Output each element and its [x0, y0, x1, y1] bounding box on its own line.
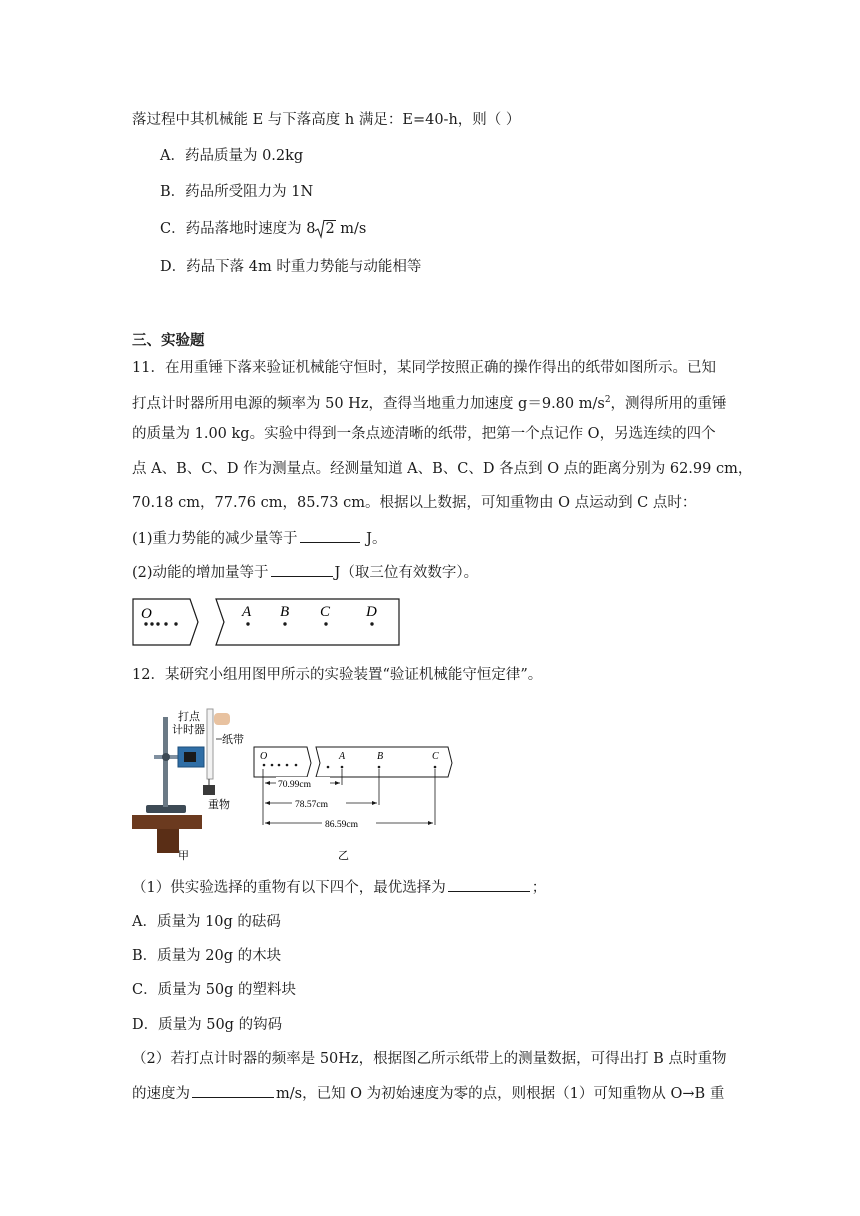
q12-sub1	[132, 877, 546, 898]
label-timer-2: 计时器	[172, 723, 205, 736]
table-top	[132, 815, 202, 829]
yi-dot	[271, 764, 274, 767]
q11-sub2-text: (2)动能的增加量等于	[132, 565, 269, 581]
tape-dot	[150, 622, 153, 625]
q11-line4: 点 A、B、C、D 作为测量点。经测量知道 A、B、C、D 各点到 O 点的距离分别为 62.99 cm，	[132, 461, 753, 477]
yi-label-a: A	[339, 751, 346, 762]
answer-blank-3[interactable]	[448, 877, 530, 892]
yi-dot	[278, 764, 281, 767]
tape-dot	[164, 622, 167, 625]
stand-rod	[163, 717, 168, 807]
q10-stem: 落过程中其机械能 E 与下落高度 h 满足：E=40-h，则（ ）	[132, 112, 521, 128]
q10-option-c-unit: m/s	[340, 221, 367, 237]
q11-sub1-unit: J。	[361, 531, 387, 547]
q11-line1: 11．在用重锤下落来验证机械能守恒时，某同学按照正确的操作得出的纸带如图所示。已知	[132, 360, 716, 376]
q10-option-c-text: C．药品落地时速度为 8	[160, 221, 316, 237]
answer-blank-1[interactable]	[300, 528, 360, 543]
table-leg	[157, 829, 179, 853]
label-jia: 甲	[178, 849, 189, 862]
q12-option-c[interactable]: C．质量为 50g 的塑料块	[132, 982, 297, 998]
dim-label-c: 86.59cm	[325, 820, 358, 830]
label-yi: 乙	[338, 849, 349, 862]
q11-line2-text: 打点计时器所用电源的频率为 50 Hz，查得当地重力加速度 g＝9.80 m/s	[132, 395, 605, 412]
q12-option-b[interactable]: B．质量为 20g 的木块	[132, 948, 282, 964]
q12-option-d[interactable]: D．质量为 50g 的钩码	[132, 1017, 283, 1033]
q10-option-d[interactable]: D．药品下落 4m 时重力势能与动能相等	[160, 259, 422, 275]
yi-label-b: B	[377, 751, 384, 762]
dim-label-b: 78.57cm	[295, 800, 328, 810]
yi-label-c: C	[432, 751, 439, 762]
q11-line5: 70.18 cm，77.76 cm，85.73 cm。根据以上数据，可知重物由 O 点运动到 C 点时：	[132, 495, 697, 511]
timer-panel	[184, 752, 196, 762]
label-timer-1: 打点	[178, 710, 200, 723]
apparatus-jia	[132, 709, 244, 862]
yi-dot-a	[341, 766, 344, 769]
tape-diagram-yi	[254, 747, 452, 862]
dim-label-a: 70.99cm	[278, 780, 311, 790]
answer-blank-4[interactable]	[192, 1083, 274, 1098]
q11-sub2-unit: J（取三位有效数字）。	[334, 565, 479, 581]
paper-tape-vertical	[207, 709, 213, 779]
q10-option-b[interactable]: B．药品所受阻力为 1N	[160, 184, 314, 200]
yi-dot	[327, 766, 330, 769]
label-weight: 重物	[208, 798, 230, 811]
q12-sub2-line1: （2）若打点计时器的频率是 50Hz，根据图乙所示纸带上的测量数据，可得出打 B 点时重物	[132, 1051, 727, 1067]
sqrt-symbol	[315, 219, 335, 239]
tape-label-b: B	[280, 604, 290, 620]
yi-label-o: O	[260, 751, 268, 762]
tape-label-d: D	[366, 604, 377, 620]
tape-label-a: A	[242, 604, 252, 620]
tape-dot	[174, 622, 177, 625]
q12-sub1-text: （1）供实验选择的重物有以下四个，最优选择为	[132, 880, 446, 896]
tape-label-c: C	[320, 604, 331, 620]
section-title: 三、实验题	[132, 333, 205, 349]
q11-line2	[132, 390, 727, 414]
yi-dot	[286, 764, 289, 767]
q12-sub2-text-end: m/s，已知 O 为初始速度为零的点，则根据（1）可知重物从 O→B 重	[276, 1086, 725, 1102]
q11-line3: 的质量为 1.00 kg。实验中得到一条点迹清晰的纸带，把第一个点记作 O，另选连续的四个	[132, 426, 716, 442]
q11-tape-figure	[132, 598, 402, 646]
q12-sub2-text: 的速度为	[132, 1086, 190, 1102]
tape-label-o: O	[141, 606, 152, 622]
yi-dot-c	[434, 766, 437, 769]
tape-dot-d	[370, 622, 373, 625]
tape-dot-c	[324, 622, 327, 625]
weight-block	[203, 785, 215, 795]
superscript: 2	[604, 395, 611, 405]
q11-sub2	[132, 562, 478, 583]
hand	[214, 713, 230, 725]
tape-dot-b	[283, 622, 286, 625]
yi-dot	[263, 764, 266, 767]
sqrt-radicand: 2	[325, 221, 335, 237]
yi-dot-b	[378, 766, 381, 769]
q11-line2-text-end: ，测得所用的重锤	[610, 395, 727, 412]
q10-option-c[interactable]	[160, 219, 366, 239]
tape-dot	[156, 622, 159, 625]
q11-sub1	[132, 528, 386, 549]
q12-sub1-end: ；	[531, 880, 547, 896]
label-tape: 纸带	[222, 733, 244, 746]
clamp	[162, 753, 170, 761]
q12-apparatus-figure	[132, 707, 462, 865]
q12-line1: 12．某研究小组用图甲所示的实验装置“验证机械能守恒定律”。	[132, 667, 543, 683]
tape-dot	[144, 622, 147, 625]
q12-sub2-line2	[132, 1083, 724, 1104]
answer-blank-2[interactable]	[271, 562, 333, 577]
q12-option-a[interactable]: A．质量为 10g 的砝码	[132, 914, 281, 930]
q10-option-a[interactable]: A．药品质量为 0.2kg	[160, 148, 304, 164]
tape-dot-a	[246, 622, 249, 625]
yi-dot	[295, 764, 298, 767]
q11-sub1-text: (1)重力势能的减少量等于	[132, 531, 298, 547]
